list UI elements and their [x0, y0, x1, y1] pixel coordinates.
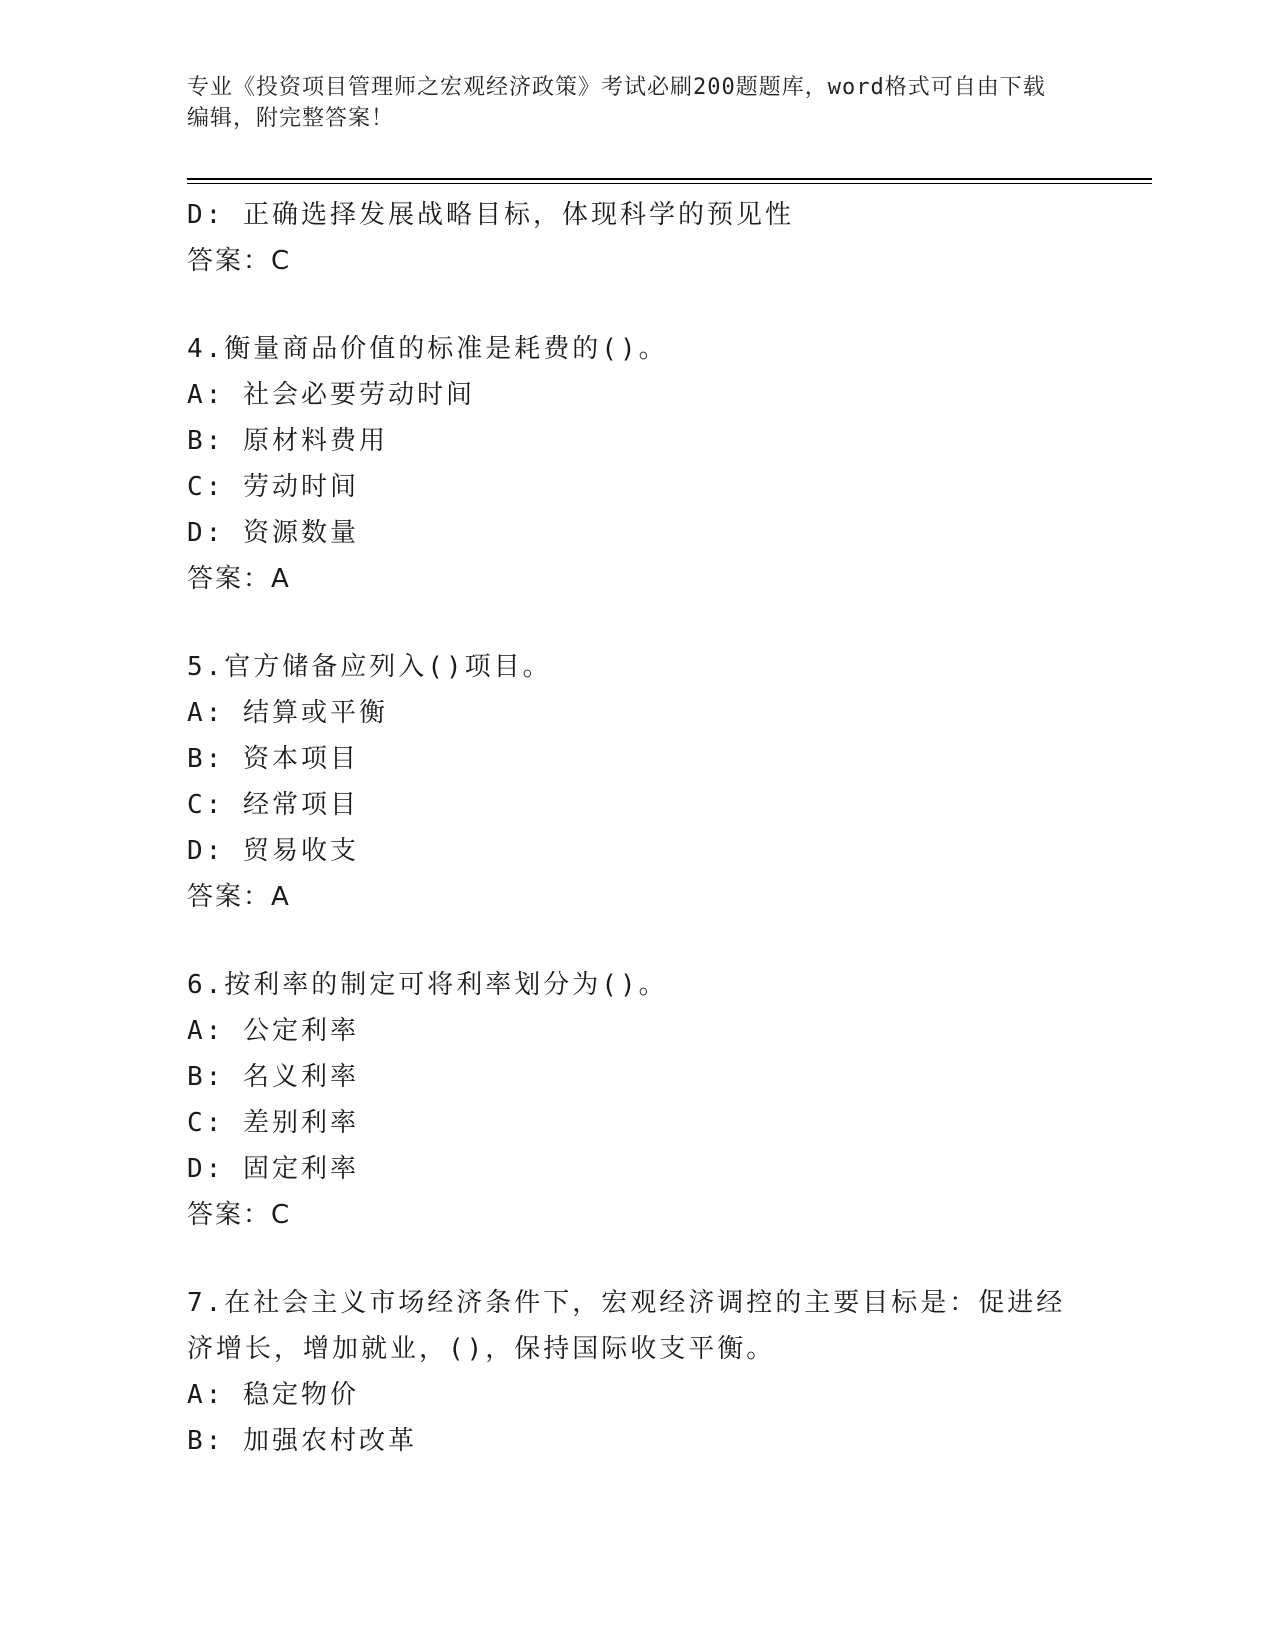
option-d: D: 资源数量 [187, 518, 359, 548]
question-list [187, 192, 1087, 1464]
option-a: A: 稳定物价 [187, 1380, 359, 1410]
question-stem: 4.衡量商品价值的标准是耗费的()。 [187, 334, 668, 364]
question-stem: 6.按利率的制定可将利率划分为()。 [187, 970, 668, 1000]
answer: 答案：A [187, 882, 291, 912]
spacer [187, 284, 1087, 326]
option-b: B: 资本项目 [187, 744, 359, 774]
header-rule-thin [187, 183, 1152, 184]
spacer [187, 920, 1087, 962]
option-d: D: 固定利率 [187, 1154, 359, 1184]
answer: 答案：C [187, 1200, 292, 1230]
carryover-answer: 答案：C [187, 246, 292, 276]
option-c: C: 差别利率 [187, 1108, 359, 1138]
document-header: 专业《投资项目管理师之宏观经济政策》考试必刷200题题库，word格式可自由下载编辑，附完整答案！ [187, 75, 1046, 131]
option-a: A: 社会必要劳动时间 [187, 380, 475, 410]
header-rule-thick [187, 178, 1152, 180]
option-c: C: 劳动时间 [187, 472, 359, 502]
option-c: C: 经常项目 [187, 790, 359, 820]
option-b: B: 加强农村改革 [187, 1426, 417, 1456]
option-d: D: 贸易收支 [187, 836, 359, 866]
answer: 答案：A [187, 564, 291, 594]
option-a: A: 结算或平衡 [187, 698, 388, 728]
question-stem: 5.官方储备应列入()项目。 [187, 652, 552, 682]
spacer [187, 602, 1087, 644]
question-stem: 7.在社会主义市场经济条件下，宏观经济调控的主要目标是：促进经济增长，增加就业，()，保持国际收支平衡。 [187, 1288, 1066, 1364]
option-b: B: 名义利率 [187, 1062, 359, 1092]
carryover-option-d: D: 正确选择发展战略目标，体现科学的预见性 [187, 200, 794, 230]
option-b: B: 原材料费用 [187, 426, 388, 456]
spacer [187, 1238, 1087, 1280]
option-a: A: 公定利率 [187, 1016, 359, 1046]
